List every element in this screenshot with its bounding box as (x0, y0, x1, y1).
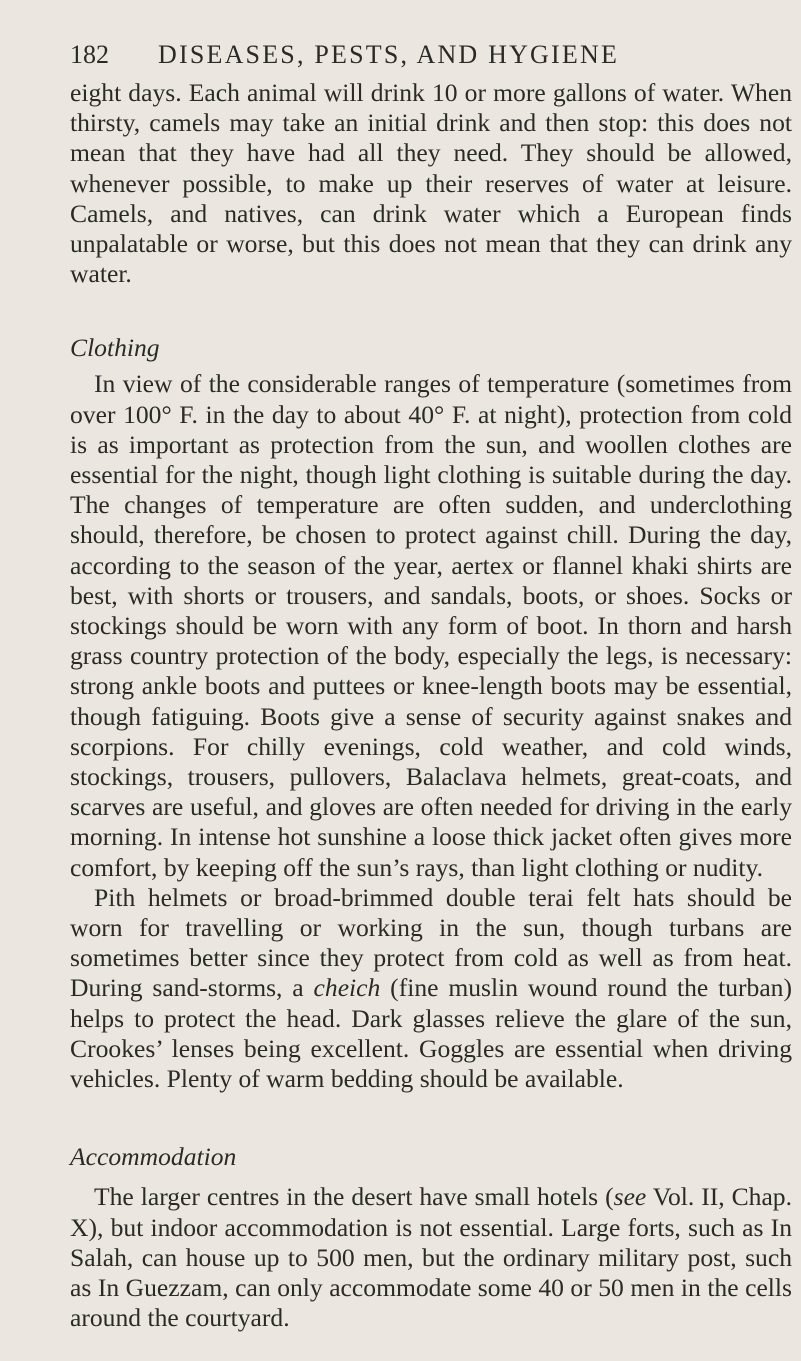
intro-paragraph: eight days. Each animal will drink 10 or more gallons of water. When thirsty, camels may take an initial drink and then stop: this does not mean that they have had all they need. They should be allowed, whenever possible, to make up their reserves of water at leisure. Camels, and natives, can drink water which a European finds unpalatable or worse, but this does not mean that they can drink any water. (70, 78, 792, 289)
section-heading-accommodation: Accommodation (70, 1142, 237, 1172)
clothing-paragraph-1: In view of the considerable ranges of temperature (sometimes from over 100° F. in the day to about 40° F. at night), protection from cold is as important as protection from the sun, and woollen clothes are essential for the night, though light clothing is suitable during the day. The changes of temperature are often sudden, and underclothing should, therefore, be chosen to protect against chill. During the day, according to the season of the year, aertex or flannel khaki shirts are best, with shorts or trousers, and sandals, boots, or shoes. Socks or stockings should be worn with any form of boot. In thorn and harsh grass country protection of the body, especially the legs, is necessary: strong ankle boots and puttees or knee-length boots may be essential, though fatiguing. Boots give a sense of security against snakes and scorpions. For chilly evenings, cold weather, and cold winds, stockings, trousers, pullovers, Balaclava helmets, great-coats, and scarves are useful, and gloves are often needed for driving in the early morning. In intense hot sunshine a loose thick jacket often gives more comfort, by keeping off the sun’s rays, than light clothing or nudity. (70, 369, 792, 882)
see-reference: see (613, 1182, 647, 1212)
clothing-paragraph-2 (70, 883, 792, 1094)
section-heading-clothing: Clothing (70, 333, 160, 363)
accommodation-text-a: The larger centres in the desert have small hotels ( (94, 1182, 614, 1212)
accommodation-paragraph (70, 1182, 792, 1333)
clothing-p2-text-a: Pith helmets or broad-brimmed double terai felt hats should be worn for travelling or working in the sun, though turbans are sometimes better since they protect from cold as well as from heat. During sand-storms, a (70, 882, 792, 1003)
running-title: DISEASES, PESTS, AND HYGIENE (158, 40, 620, 69)
clothing-p2-text-b: (fine muslin wound round the turban) helps to protect the head. Dark glasses relieve the glare of the sun, Crookes’ lenses being excellent. Goggles are essential when driving vehicles. Plenty of warm bedding should be available. (70, 973, 792, 1094)
page-number: 182 (70, 40, 109, 69)
running-header (70, 40, 792, 78)
cheich-term: cheich (313, 973, 381, 1003)
accommodation-text-b: Vol. II, Chap. X), but indoor accommodation is not essential. Large forts, such as In Salah, can house up to 500 men, but the ordinary military post, such as In Guezzam, can only accommodate some 40 or 50 men in the cells around the courtyard. (70, 1182, 792, 1333)
book-page (70, 40, 792, 1333)
